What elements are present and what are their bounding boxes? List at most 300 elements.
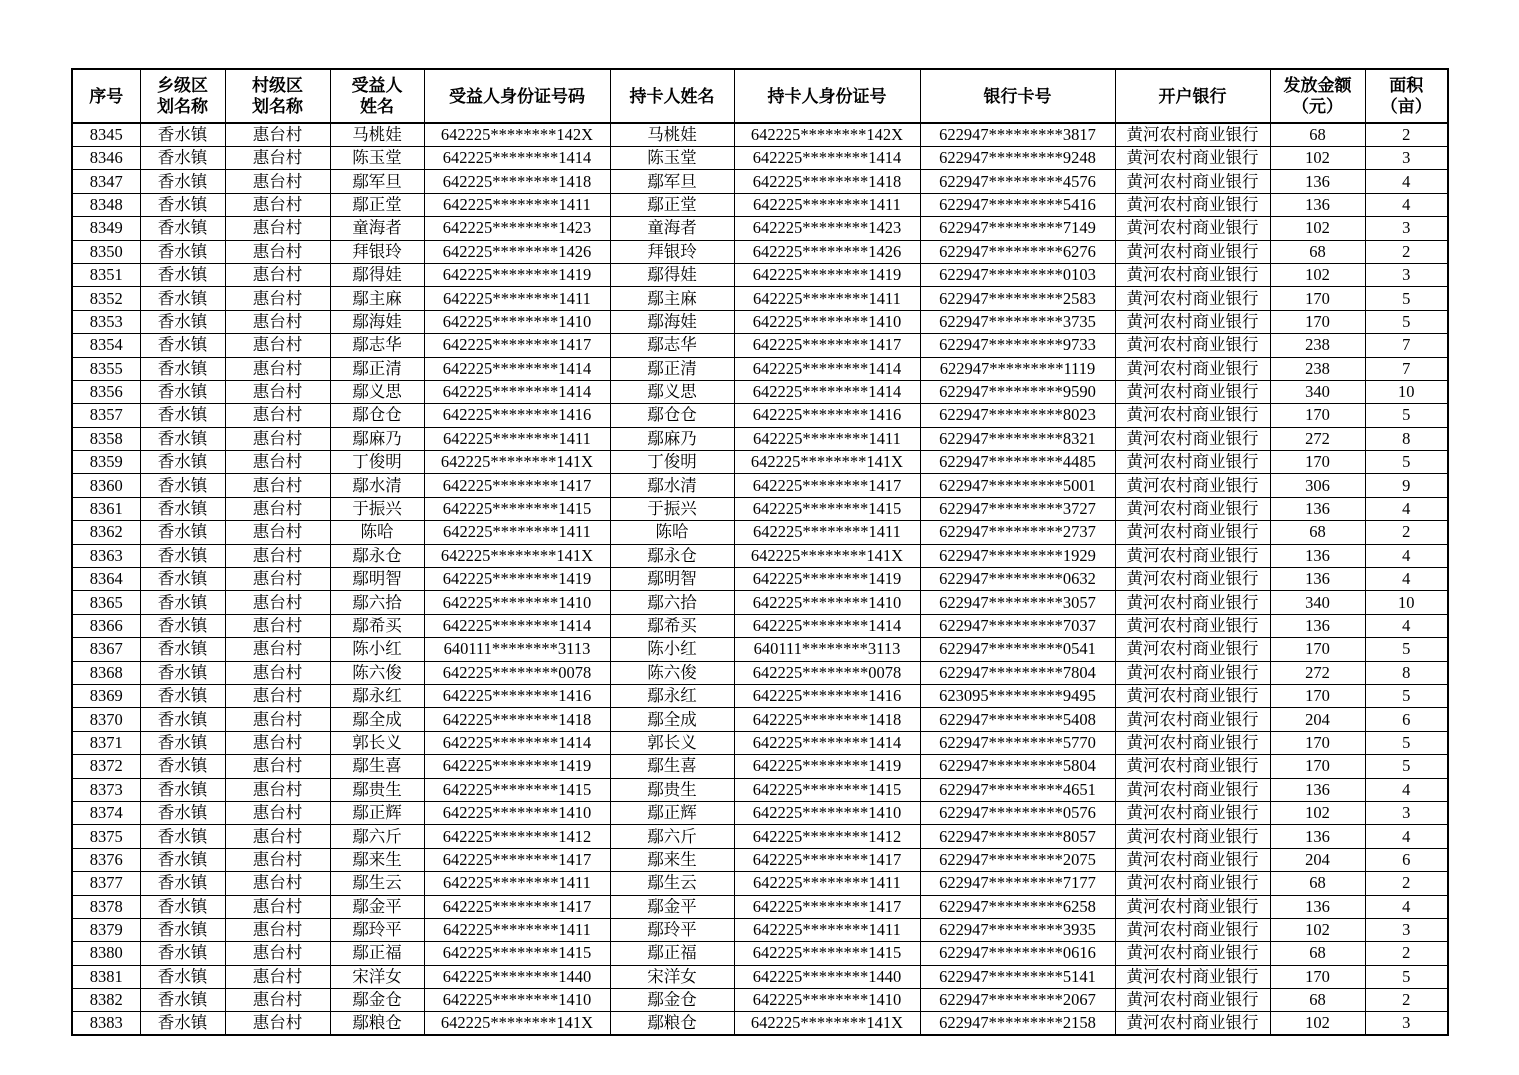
cell-bank: 黄河农村商业银行 xyxy=(1115,661,1270,684)
cell-cardholder-name: 鄢粮仓 xyxy=(610,1012,734,1036)
cell-amount: 136 xyxy=(1270,170,1365,193)
cell-village: 惠台村 xyxy=(225,380,330,403)
cell-area: 2 xyxy=(1365,123,1448,147)
cell-serial: 8382 xyxy=(72,989,140,1012)
cell-card-number: 622947*********9248 xyxy=(920,147,1115,170)
cell-beneficiary-name: 鄢义思 xyxy=(330,380,424,403)
cell-beneficiary-id: 642225********1419 xyxy=(424,755,610,778)
cell-amount: 136 xyxy=(1270,778,1365,801)
cell-beneficiary-name: 鄢全成 xyxy=(330,708,424,731)
cell-cardholder-id: 642225********141X xyxy=(734,544,920,567)
table-row xyxy=(72,497,1448,520)
cell-cardholder-name: 鄢生喜 xyxy=(610,755,734,778)
header-bank: 开户银行 xyxy=(1115,69,1270,123)
cell-township: 香水镇 xyxy=(140,638,225,661)
cell-area: 4 xyxy=(1365,170,1448,193)
cell-bank: 黄河农村商业银行 xyxy=(1115,334,1270,357)
cell-bank: 黄河农村商业银行 xyxy=(1115,568,1270,591)
cell-amount: 102 xyxy=(1270,263,1365,286)
cell-card-number: 622947*********2583 xyxy=(920,287,1115,310)
cell-area: 10 xyxy=(1365,380,1448,403)
cell-village: 惠台村 xyxy=(225,193,330,216)
cell-village: 惠台村 xyxy=(225,638,330,661)
cell-cardholder-id: 642225********1415 xyxy=(734,497,920,520)
cell-beneficiary-name: 丁俊明 xyxy=(330,451,424,474)
cell-card-number: 622947*********3735 xyxy=(920,310,1115,333)
cell-cardholder-id: 642225********1411 xyxy=(734,193,920,216)
cell-card-number: 622947*********3057 xyxy=(920,591,1115,614)
cell-cardholder-id: 642225********1418 xyxy=(734,708,920,731)
cell-amount: 136 xyxy=(1270,497,1365,520)
cell-area: 6 xyxy=(1365,848,1448,871)
cell-beneficiary-id: 642225********1415 xyxy=(424,497,610,520)
cell-card-number: 622947*********5416 xyxy=(920,193,1115,216)
cell-serial: 8383 xyxy=(72,1012,140,1036)
cell-beneficiary-name: 宋洋女 xyxy=(330,965,424,988)
cell-beneficiary-name: 鄢玲平 xyxy=(330,918,424,941)
cell-township: 香水镇 xyxy=(140,334,225,357)
cell-cardholder-name: 鄢主麻 xyxy=(610,287,734,310)
cell-card-number: 622947*********5001 xyxy=(920,474,1115,497)
cell-village: 惠台村 xyxy=(225,521,330,544)
cell-amount: 170 xyxy=(1270,965,1365,988)
table-row xyxy=(72,989,1448,1012)
cell-village: 惠台村 xyxy=(225,357,330,380)
cell-village: 惠台村 xyxy=(225,310,330,333)
cell-township: 香水镇 xyxy=(140,404,225,427)
cell-beneficiary-id: 640111********3113 xyxy=(424,638,610,661)
cell-cardholder-name: 鄢永红 xyxy=(610,684,734,707)
cell-amount: 170 xyxy=(1270,310,1365,333)
cell-township: 香水镇 xyxy=(140,427,225,450)
cell-amount: 136 xyxy=(1270,895,1365,918)
cell-area: 2 xyxy=(1365,989,1448,1012)
cell-beneficiary-id: 642225********1418 xyxy=(424,170,610,193)
cell-beneficiary-id: 642225********1417 xyxy=(424,474,610,497)
cell-cardholder-name: 鄢义思 xyxy=(610,380,734,403)
table-row xyxy=(72,684,1448,707)
cell-bank: 黄河农村商业银行 xyxy=(1115,755,1270,778)
cell-village: 惠台村 xyxy=(225,451,330,474)
cell-township: 香水镇 xyxy=(140,872,225,895)
table-row xyxy=(72,848,1448,871)
table-row xyxy=(72,568,1448,591)
cell-village: 惠台村 xyxy=(225,755,330,778)
cell-card-number: 622947*********6258 xyxy=(920,895,1115,918)
cell-serial: 8365 xyxy=(72,591,140,614)
cell-bank: 黄河农村商业银行 xyxy=(1115,287,1270,310)
cell-area: 8 xyxy=(1365,661,1448,684)
cell-beneficiary-id: 642225********1415 xyxy=(424,778,610,801)
cell-cardholder-id: 642225********1419 xyxy=(734,263,920,286)
cell-cardholder-id: 642225********1423 xyxy=(734,217,920,240)
cell-beneficiary-name: 鄢正福 xyxy=(330,942,424,965)
cell-beneficiary-name: 于振兴 xyxy=(330,497,424,520)
cell-bank: 黄河农村商业银行 xyxy=(1115,170,1270,193)
table-row xyxy=(72,451,1448,474)
cell-amount: 204 xyxy=(1270,848,1365,871)
cell-beneficiary-name: 陈玉堂 xyxy=(330,147,424,170)
cell-village: 惠台村 xyxy=(225,474,330,497)
cell-cardholder-id: 642225********1414 xyxy=(734,731,920,754)
cell-township: 香水镇 xyxy=(140,918,225,941)
cell-beneficiary-id: 642225********1417 xyxy=(424,848,610,871)
cell-beneficiary-name: 鄢主麻 xyxy=(330,287,424,310)
table-row xyxy=(72,1012,1448,1036)
table-row xyxy=(72,474,1448,497)
cell-serial: 8357 xyxy=(72,404,140,427)
cell-card-number: 622947*********2075 xyxy=(920,848,1115,871)
header-card-number: 银行卡号 xyxy=(920,69,1115,123)
cell-area: 3 xyxy=(1365,147,1448,170)
cell-cardholder-id: 642225********1410 xyxy=(734,989,920,1012)
cell-beneficiary-name: 鄢军旦 xyxy=(330,170,424,193)
cell-amount: 136 xyxy=(1270,193,1365,216)
cell-village: 惠台村 xyxy=(225,497,330,520)
cell-serial: 8362 xyxy=(72,521,140,544)
cell-serial: 8348 xyxy=(72,193,140,216)
cell-card-number: 622947*********3727 xyxy=(920,497,1115,520)
cell-cardholder-name: 鄢得娃 xyxy=(610,263,734,286)
cell-beneficiary-id: 642225********1423 xyxy=(424,217,610,240)
cell-area: 5 xyxy=(1365,731,1448,754)
cell-amount: 306 xyxy=(1270,474,1365,497)
cell-amount: 68 xyxy=(1270,240,1365,263)
cell-village: 惠台村 xyxy=(225,778,330,801)
cell-serial: 8376 xyxy=(72,848,140,871)
cell-bank: 黄河农村商业银行 xyxy=(1115,193,1270,216)
cell-beneficiary-id: 642225********1419 xyxy=(424,568,610,591)
cell-area: 10 xyxy=(1365,591,1448,614)
cell-beneficiary-id: 642225********1414 xyxy=(424,147,610,170)
cell-cardholder-name: 鄢海娃 xyxy=(610,310,734,333)
cell-amount: 102 xyxy=(1270,147,1365,170)
cell-beneficiary-id: 642225********142X xyxy=(424,123,610,147)
cell-serial: 8369 xyxy=(72,684,140,707)
table-row xyxy=(72,170,1448,193)
cell-card-number: 622947*********6276 xyxy=(920,240,1115,263)
cell-cardholder-id: 640111********3113 xyxy=(734,638,920,661)
cell-cardholder-id: 642225********1440 xyxy=(734,965,920,988)
header-beneficiary-name: 受益人 姓名 xyxy=(330,69,424,123)
cell-serial: 8367 xyxy=(72,638,140,661)
cell-beneficiary-id: 642225********1411 xyxy=(424,287,610,310)
cell-cardholder-name: 陈小红 xyxy=(610,638,734,661)
cell-card-number: 622947*********2067 xyxy=(920,989,1115,1012)
cell-bank: 黄河农村商业银行 xyxy=(1115,263,1270,286)
cell-serial: 8379 xyxy=(72,918,140,941)
cell-cardholder-id: 642225********1410 xyxy=(734,591,920,614)
cell-card-number: 622947*********9733 xyxy=(920,334,1115,357)
cell-beneficiary-id: 642225********1419 xyxy=(424,263,610,286)
cell-cardholder-id: 642225********1417 xyxy=(734,895,920,918)
cell-card-number: 622947*********0632 xyxy=(920,568,1115,591)
cell-beneficiary-id: 642225********1414 xyxy=(424,731,610,754)
table-row xyxy=(72,240,1448,263)
cell-cardholder-name: 鄢希买 xyxy=(610,614,734,637)
cell-cardholder-id: 642225********1415 xyxy=(734,942,920,965)
table-row xyxy=(72,217,1448,240)
cell-beneficiary-name: 鄢六斤 xyxy=(330,825,424,848)
cell-cardholder-name: 拜银玲 xyxy=(610,240,734,263)
cell-serial: 8359 xyxy=(72,451,140,474)
table-row xyxy=(72,872,1448,895)
table-row xyxy=(72,521,1448,544)
cell-bank: 黄河农村商业银行 xyxy=(1115,825,1270,848)
cell-village: 惠台村 xyxy=(225,918,330,941)
cell-serial: 8354 xyxy=(72,334,140,357)
cell-amount: 136 xyxy=(1270,568,1365,591)
cell-cardholder-name: 鄢正福 xyxy=(610,942,734,965)
table-row xyxy=(72,427,1448,450)
cell-village: 惠台村 xyxy=(225,942,330,965)
cell-village: 惠台村 xyxy=(225,895,330,918)
cell-cardholder-name: 陈哈 xyxy=(610,521,734,544)
cell-serial: 8361 xyxy=(72,497,140,520)
cell-bank: 黄河农村商业银行 xyxy=(1115,638,1270,661)
cell-village: 惠台村 xyxy=(225,217,330,240)
cell-serial: 8370 xyxy=(72,708,140,731)
cell-beneficiary-name: 鄢志华 xyxy=(330,334,424,357)
cell-beneficiary-id: 642225********141X xyxy=(424,1012,610,1036)
cell-beneficiary-id: 642225********1410 xyxy=(424,310,610,333)
cell-amount: 170 xyxy=(1270,684,1365,707)
cell-cardholder-id: 642225********1419 xyxy=(734,568,920,591)
cell-beneficiary-name: 童海者 xyxy=(330,217,424,240)
header-amount: 发放金额 （元） xyxy=(1270,69,1365,123)
header-cardholder-name: 持卡人姓名 xyxy=(610,69,734,123)
cell-village: 惠台村 xyxy=(225,591,330,614)
cell-serial: 8345 xyxy=(72,123,140,147)
cell-township: 香水镇 xyxy=(140,263,225,286)
cell-village: 惠台村 xyxy=(225,263,330,286)
cell-cardholder-id: 642225********1417 xyxy=(734,848,920,871)
cell-beneficiary-id: 642225********1416 xyxy=(424,404,610,427)
cell-beneficiary-name: 鄢生喜 xyxy=(330,755,424,778)
cell-cardholder-id: 642225********1410 xyxy=(734,310,920,333)
cell-cardholder-id: 642225********1414 xyxy=(734,357,920,380)
cell-beneficiary-id: 642225********141X xyxy=(424,544,610,567)
cell-village: 惠台村 xyxy=(225,427,330,450)
cell-beneficiary-id: 642225********1440 xyxy=(424,965,610,988)
cell-village: 惠台村 xyxy=(225,684,330,707)
cell-bank: 黄河农村商业银行 xyxy=(1115,310,1270,333)
cell-card-number: 622947*********4576 xyxy=(920,170,1115,193)
cell-area: 7 xyxy=(1365,334,1448,357)
cell-beneficiary-id: 642225********0078 xyxy=(424,661,610,684)
cell-serial: 8372 xyxy=(72,755,140,778)
cell-beneficiary-id: 642225********1416 xyxy=(424,684,610,707)
cell-bank: 黄河农村商业银行 xyxy=(1115,544,1270,567)
header-area: 面积 （亩） xyxy=(1365,69,1448,123)
cell-beneficiary-id: 642225********1410 xyxy=(424,591,610,614)
cell-township: 香水镇 xyxy=(140,193,225,216)
cell-bank: 黄河农村商业银行 xyxy=(1115,217,1270,240)
cell-amount: 170 xyxy=(1270,755,1365,778)
cell-card-number: 622947*********5770 xyxy=(920,731,1115,754)
cell-area: 5 xyxy=(1365,755,1448,778)
cell-cardholder-id: 642225********1411 xyxy=(734,872,920,895)
cell-card-number: 622947*********3817 xyxy=(920,123,1115,147)
cell-village: 惠台村 xyxy=(225,848,330,871)
cell-serial: 8356 xyxy=(72,380,140,403)
table-row xyxy=(72,193,1448,216)
table-body xyxy=(72,123,1448,1035)
table-row xyxy=(72,380,1448,403)
cell-cardholder-id: 642225********1419 xyxy=(734,755,920,778)
cell-township: 香水镇 xyxy=(140,778,225,801)
cell-cardholder-name: 鄢志华 xyxy=(610,334,734,357)
cell-serial: 8347 xyxy=(72,170,140,193)
cell-township: 香水镇 xyxy=(140,965,225,988)
cell-amount: 68 xyxy=(1270,521,1365,544)
cell-serial: 8352 xyxy=(72,287,140,310)
cell-beneficiary-id: 642225********1415 xyxy=(424,942,610,965)
cell-cardholder-name: 陈玉堂 xyxy=(610,147,734,170)
cell-card-number: 622947*********8023 xyxy=(920,404,1115,427)
table-row xyxy=(72,357,1448,380)
cell-beneficiary-id: 642225********1426 xyxy=(424,240,610,263)
header-serial: 序号 xyxy=(72,69,140,123)
cell-card-number: 622947*********2737 xyxy=(920,521,1115,544)
cell-amount: 102 xyxy=(1270,217,1365,240)
cell-township: 香水镇 xyxy=(140,568,225,591)
cell-bank: 黄河农村商业银行 xyxy=(1115,427,1270,450)
cell-cardholder-name: 鄢军旦 xyxy=(610,170,734,193)
cell-serial: 8360 xyxy=(72,474,140,497)
cell-area: 6 xyxy=(1365,708,1448,731)
cell-card-number: 622947*********3935 xyxy=(920,918,1115,941)
table-row xyxy=(72,310,1448,333)
cell-amount: 68 xyxy=(1270,989,1365,1012)
cell-amount: 68 xyxy=(1270,942,1365,965)
cell-beneficiary-name: 鄢金平 xyxy=(330,895,424,918)
cell-beneficiary-id: 642225********1418 xyxy=(424,708,610,731)
cell-cardholder-name: 鄢永仓 xyxy=(610,544,734,567)
cell-bank: 黄河农村商业银行 xyxy=(1115,497,1270,520)
cell-beneficiary-name: 马桃娃 xyxy=(330,123,424,147)
cell-township: 香水镇 xyxy=(140,310,225,333)
cell-bank: 黄河农村商业银行 xyxy=(1115,240,1270,263)
cell-township: 香水镇 xyxy=(140,1012,225,1036)
cell-beneficiary-name: 鄢六拾 xyxy=(330,591,424,614)
cell-township: 香水镇 xyxy=(140,755,225,778)
cell-bank: 黄河农村商业银行 xyxy=(1115,521,1270,544)
cell-village: 惠台村 xyxy=(225,147,330,170)
cell-serial: 8364 xyxy=(72,568,140,591)
cell-area: 4 xyxy=(1365,193,1448,216)
cell-bank: 黄河农村商业银行 xyxy=(1115,147,1270,170)
cell-cardholder-id: 642225********1416 xyxy=(734,684,920,707)
cell-township: 香水镇 xyxy=(140,170,225,193)
cell-card-number: 622947*********8321 xyxy=(920,427,1115,450)
cell-serial: 8381 xyxy=(72,965,140,988)
cell-township: 香水镇 xyxy=(140,147,225,170)
cell-village: 惠台村 xyxy=(225,731,330,754)
cell-amount: 170 xyxy=(1270,731,1365,754)
cell-village: 惠台村 xyxy=(225,123,330,147)
cell-township: 香水镇 xyxy=(140,544,225,567)
cell-card-number: 622947*********4485 xyxy=(920,451,1115,474)
cell-township: 香水镇 xyxy=(140,240,225,263)
cell-beneficiary-name: 鄢希买 xyxy=(330,614,424,637)
cell-township: 香水镇 xyxy=(140,474,225,497)
cell-village: 惠台村 xyxy=(225,334,330,357)
cell-village: 惠台村 xyxy=(225,544,330,567)
cell-beneficiary-id: 642225********1414 xyxy=(424,357,610,380)
cell-bank: 黄河农村商业银行 xyxy=(1115,591,1270,614)
cell-card-number: 622947*********2158 xyxy=(920,1012,1115,1036)
table-row xyxy=(72,638,1448,661)
cell-cardholder-name: 鄢生云 xyxy=(610,872,734,895)
cell-beneficiary-id: 642225********1411 xyxy=(424,918,610,941)
cell-beneficiary-name: 鄢仓仓 xyxy=(330,404,424,427)
cell-village: 惠台村 xyxy=(225,240,330,263)
cell-beneficiary-id: 642225********1411 xyxy=(424,872,610,895)
cell-beneficiary-id: 642225********1411 xyxy=(424,427,610,450)
cell-cardholder-name: 鄢全成 xyxy=(610,708,734,731)
cell-cardholder-name: 宋洋女 xyxy=(610,965,734,988)
cell-cardholder-id: 642225********0078 xyxy=(734,661,920,684)
cell-bank: 黄河农村商业银行 xyxy=(1115,895,1270,918)
table-row xyxy=(72,591,1448,614)
cell-area: 5 xyxy=(1365,684,1448,707)
cell-cardholder-name: 鄢六拾 xyxy=(610,591,734,614)
cell-beneficiary-name: 鄢正堂 xyxy=(330,193,424,216)
cell-cardholder-name: 郭长义 xyxy=(610,731,734,754)
cell-amount: 204 xyxy=(1270,708,1365,731)
cell-beneficiary-name: 鄢粮仓 xyxy=(330,1012,424,1036)
cell-cardholder-id: 642225********1418 xyxy=(734,170,920,193)
cell-beneficiary-id: 642225********141X xyxy=(424,451,610,474)
cell-serial: 8377 xyxy=(72,872,140,895)
cell-township: 香水镇 xyxy=(140,684,225,707)
cell-card-number: 623095*********9495 xyxy=(920,684,1115,707)
cell-serial: 8374 xyxy=(72,801,140,824)
cell-serial: 8358 xyxy=(72,427,140,450)
cell-beneficiary-name: 鄢永仓 xyxy=(330,544,424,567)
cell-serial: 8353 xyxy=(72,310,140,333)
cell-beneficiary-name: 鄢正清 xyxy=(330,357,424,380)
cell-area: 2 xyxy=(1365,942,1448,965)
cell-village: 惠台村 xyxy=(225,965,330,988)
cell-card-number: 622947*********5804 xyxy=(920,755,1115,778)
cell-cardholder-id: 642225********1416 xyxy=(734,404,920,427)
cell-bank: 黄河农村商业银行 xyxy=(1115,1012,1270,1036)
cell-card-number: 622947*********0576 xyxy=(920,801,1115,824)
table-row xyxy=(72,263,1448,286)
cell-cardholder-name: 陈六俊 xyxy=(610,661,734,684)
table-row xyxy=(72,965,1448,988)
cell-cardholder-id: 642225********142X xyxy=(734,123,920,147)
cell-card-number: 622947*********0103 xyxy=(920,263,1115,286)
cell-beneficiary-id: 642225********1411 xyxy=(424,193,610,216)
cell-amount: 136 xyxy=(1270,544,1365,567)
cell-cardholder-name: 丁俊明 xyxy=(610,451,734,474)
table-row xyxy=(72,123,1448,147)
cell-area: 4 xyxy=(1365,497,1448,520)
cell-cardholder-name: 鄢正清 xyxy=(610,357,734,380)
cell-card-number: 622947*********5141 xyxy=(920,965,1115,988)
cell-township: 香水镇 xyxy=(140,357,225,380)
cell-bank: 黄河农村商业银行 xyxy=(1115,801,1270,824)
cell-beneficiary-name: 鄢麻乃 xyxy=(330,427,424,450)
cell-area: 7 xyxy=(1365,357,1448,380)
header-beneficiary-id: 受益人身份证号码 xyxy=(424,69,610,123)
cell-cardholder-id: 642225********1414 xyxy=(734,380,920,403)
cell-serial: 8378 xyxy=(72,895,140,918)
cell-area: 4 xyxy=(1365,568,1448,591)
